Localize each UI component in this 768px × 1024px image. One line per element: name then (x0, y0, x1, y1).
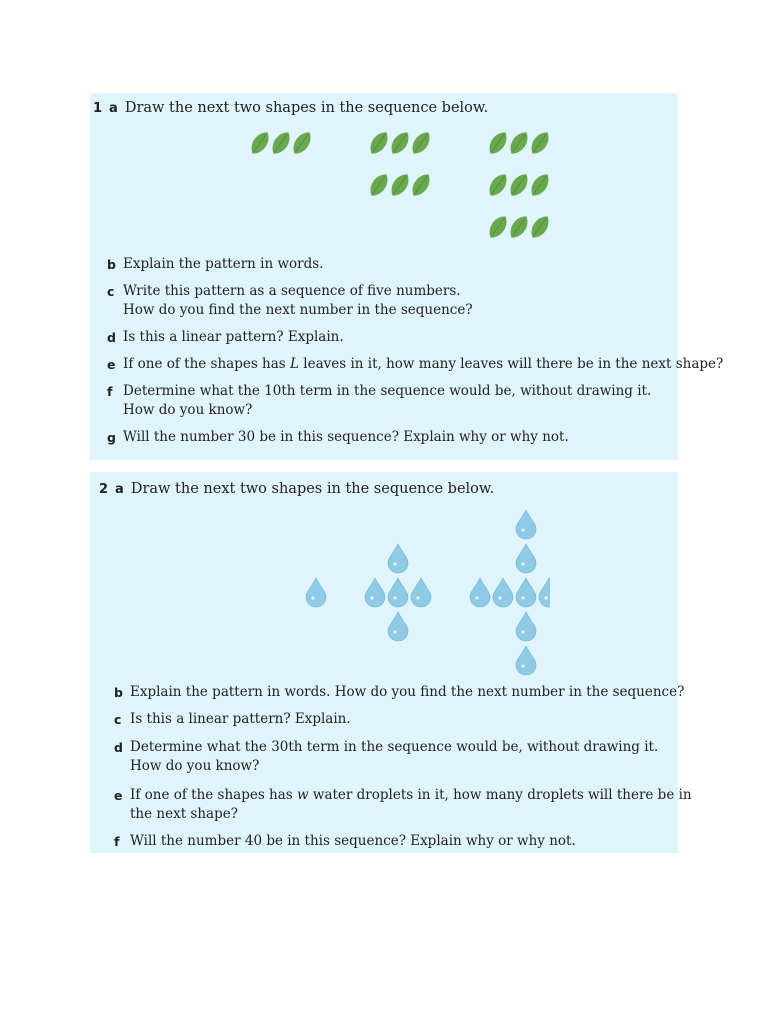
question-2-part-f (114, 832, 576, 851)
leaf-shape-2 (366, 128, 434, 199)
part-text-start: If one of the shapes has (123, 356, 291, 372)
water-droplet-icon (470, 578, 490, 607)
part-text: Will the number 30 be in this sequence? Explain why or why not. (123, 429, 569, 445)
part-text: Explain the pattern in words. How do you find the next number in the sequence? (130, 684, 685, 700)
part-letter: f (114, 834, 120, 849)
part-text-end: water droplets in it, how many droplets will there be in (308, 787, 692, 803)
water-droplet-icon (388, 612, 408, 641)
leaf-shape-1 (247, 128, 315, 157)
variable-w: w (297, 787, 309, 803)
part-text: Write this pattern as a sequence of five numbers. (123, 283, 461, 299)
variable-l: L (290, 356, 299, 372)
droplet-shape-3 (470, 510, 550, 675)
leaf-icon (506, 212, 532, 241)
leaf-icon (485, 212, 511, 241)
part-text: How do you know? (130, 758, 260, 774)
part-letter: f (107, 384, 113, 399)
water-droplet-icon (365, 578, 385, 607)
part-text: Determine what the 10th term in the sequence would be, without drawing it. (123, 383, 652, 399)
water-droplet-icon (516, 612, 536, 641)
water-droplet-icon (516, 544, 536, 573)
leaf-icon (485, 170, 511, 199)
part-text: Is this a linear pattern? Explain. (130, 711, 351, 727)
leaf-icon (289, 128, 315, 157)
part-text: Is this a linear pattern? Explain. (123, 329, 344, 345)
water-droplet-icon (493, 578, 513, 607)
question-2-part-c (114, 710, 351, 729)
leaf-icon (408, 170, 434, 199)
leaf-icon (366, 170, 392, 199)
water-droplet-icon (306, 578, 326, 607)
water-droplet-icon (388, 578, 408, 607)
part-text (123, 355, 723, 374)
part-text: How do you know? (123, 402, 253, 418)
leaf-icon (387, 128, 413, 157)
part-text-end: leaves in it, how many leaves will there be in the next shape? (299, 356, 724, 372)
leaf-pattern-graphic (240, 125, 560, 250)
leaf-icon (485, 128, 511, 157)
question-2-part-d (114, 738, 659, 776)
question-number: 1 (93, 101, 103, 116)
part-letter: g (107, 430, 116, 445)
question-2-heading (99, 481, 494, 497)
leaf-icon (268, 128, 294, 157)
leaf-shape-3 (485, 128, 553, 241)
leaf-icon (387, 170, 413, 199)
question-1-part-e (107, 355, 724, 374)
part-letter: c (107, 284, 115, 299)
part-text: Determine what the 30th term in the sequence would be, without drawing it. (130, 739, 659, 755)
leaf-icon (247, 128, 273, 157)
part-text (130, 786, 692, 805)
question-1-part-b (107, 255, 324, 274)
leaf-icon (527, 212, 553, 241)
part-letter: a (115, 482, 124, 497)
part-text: How do you find the next number in the sequence? (123, 302, 473, 318)
question-2-part-b (114, 683, 685, 702)
question-1-part-g (107, 428, 569, 447)
part-text: Will the number 40 be in this sequence? Explain why or why not. (130, 833, 576, 849)
leaf-icon (506, 128, 532, 157)
question-number: 2 (99, 482, 109, 497)
water-droplet-icon (539, 578, 550, 607)
water-droplet-icon (516, 578, 536, 607)
leaf-icon (527, 128, 553, 157)
water-droplet-icon (388, 544, 408, 573)
part-letter: e (114, 788, 123, 803)
droplet-pattern-graphic (250, 504, 550, 679)
leaf-pattern-figure (240, 125, 560, 250)
water-droplet-icon (516, 510, 536, 539)
part-letter: d (107, 330, 116, 345)
leaf-icon (506, 170, 532, 199)
question-1-part-f (107, 382, 652, 420)
part-letter: e (107, 357, 116, 372)
part-text: Explain the pattern in words. (123, 256, 324, 272)
leaf-icon (366, 128, 392, 157)
question-text: Draw the next two shapes in the sequence below. (130, 481, 495, 497)
question-1-part-d (107, 328, 344, 347)
part-letter: c (114, 712, 122, 727)
part-letter: b (114, 685, 123, 700)
water-droplet-icon (516, 646, 536, 675)
question-1-part-c (107, 282, 473, 320)
question-text: Draw the next two shapes in the sequence below. (124, 100, 489, 116)
question-2-panel (90, 472, 692, 853)
droplet-shape-2 (365, 544, 431, 641)
leaf-icon (527, 170, 553, 199)
part-text: the next shape? (130, 806, 238, 822)
part-letter: d (114, 740, 123, 755)
part-letter: a (109, 101, 118, 116)
droplet-shape-1 (306, 578, 326, 607)
droplet-pattern-figure (250, 504, 550, 679)
question-2-part-e (114, 786, 692, 824)
water-droplet-icon (411, 578, 431, 607)
question-1-heading (93, 100, 488, 116)
part-text-start: If one of the shapes has (130, 787, 298, 803)
leaf-icon (408, 128, 434, 157)
part-letter: b (107, 257, 116, 272)
question-1-panel (90, 93, 724, 460)
